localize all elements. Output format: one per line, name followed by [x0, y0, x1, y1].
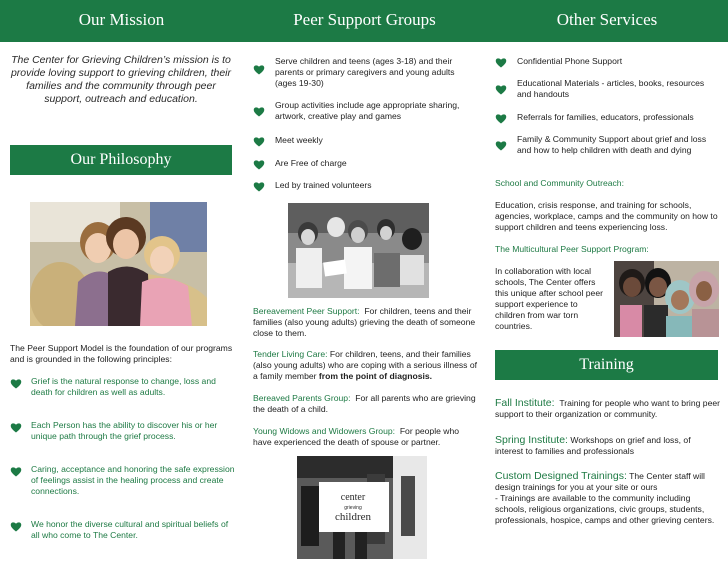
header-band [0, 0, 728, 42]
service-text: Referrals for families, educators, professionals [517, 112, 694, 122]
program-desc: For people who have experienced the death of spouse or partner. [253, 426, 460, 447]
peer-group-text: Led by trained volunteers [275, 180, 372, 190]
program-bereaved-parents [253, 393, 478, 415]
peer-group-item [253, 158, 478, 170]
training-desc: Workshops on grief and loss, of interest to families and professionals [495, 435, 691, 456]
program-title: Bereaved Parents Group: [253, 393, 351, 403]
heart-icon [253, 181, 265, 192]
principle-item [10, 464, 238, 497]
training-desc: Training for people who want to bring peer support to their organization or community. [495, 398, 720, 419]
peer-groups-heading: Peer Support Groups [293, 10, 436, 29]
peer-group-text: Meet weekly [275, 135, 323, 145]
program-title: Young Widows and Widowers Group: [253, 426, 396, 436]
center-sign-photo [297, 456, 427, 559]
training-extra: - Trainings are available to the community including schools, religious organizations, civic groups, students, professionals, hospice, camps and other grieving centers. [495, 493, 715, 525]
service-text: Educational Materials - articles, books, resources and handouts [517, 78, 705, 99]
heart-icon [495, 113, 507, 124]
heart-icon [10, 378, 22, 389]
heart-icon [253, 106, 265, 117]
principle-item [10, 376, 238, 398]
service-item [495, 134, 720, 156]
philosophy-intro: The Peer Support Model is the foundation of our programs and is grounded in the following principles: [10, 343, 233, 364]
service-item [495, 78, 720, 100]
training-title: Fall Institute: [495, 397, 555, 409]
training-custom [495, 471, 721, 526]
training-heading: Training [495, 350, 718, 380]
school-outreach-title: School and Community Outreach: [495, 178, 624, 188]
program-desc: For children, teens, and their families (also young adults) who are coping with a serious illness of a family member [253, 349, 478, 381]
service-item [495, 56, 720, 68]
peer-group-text: Are Free of charge [275, 158, 347, 168]
peer-group-text: Group activities include age appropriate sharing, artwork, creative play and games [275, 100, 460, 121]
other-services-heading: Other Services [556, 10, 658, 29]
group-reading-photo [288, 203, 429, 298]
principle-text: Caring, acceptance and honoring the safe expression of feelings assist in the healing process and create connections. [31, 464, 235, 496]
training-spring [495, 435, 721, 457]
peer-group-item [253, 180, 478, 192]
service-text: Family & Community Support about grief and loss and how to help children with death and dying [517, 134, 707, 155]
sign-text-line: children [334, 511, 372, 523]
philosophy-heading: Our Philosophy [10, 145, 232, 175]
heart-icon [10, 422, 22, 433]
program-title: Bereavement Peer Support: [253, 306, 360, 316]
school-outreach-text: Education, crisis response, and training for schools, agencies, workplace, camps and the community on how to support children and teens experiencing loss. [495, 200, 718, 232]
training-fall [495, 398, 721, 420]
heart-icon [10, 466, 22, 477]
program-tender-living [253, 349, 478, 382]
heart-icon [253, 64, 265, 75]
principle-item [10, 519, 238, 541]
training-desc: The Center staff will design trainings for you at your site or ours [495, 471, 705, 492]
children-photo [30, 202, 207, 326]
principle-text: We honor the diverse cultural and spiritual beliefs of all who come to The Center. [31, 519, 229, 540]
program-emphasis: from the point of diagnosis. [318, 371, 433, 381]
principle-text: Grief is the natural response to change, loss and death for children as well as adults. [31, 376, 216, 397]
service-text: Confidential Phone Support [517, 56, 623, 66]
heart-icon [253, 136, 265, 147]
program-bereavement [253, 306, 478, 339]
program-desc: For children, teens and their families (also young adults) grieving the death of someone close to them. [253, 306, 476, 338]
principle-item [10, 420, 238, 442]
principle-text: Each Person has the ability to discover his or her unique path through the grief process. [31, 420, 218, 441]
multicultural-photo [614, 261, 719, 337]
service-item [495, 112, 720, 124]
training-title: Spring Institute: [495, 434, 568, 446]
peer-group-item [253, 135, 478, 147]
heart-icon [253, 159, 265, 170]
program-young-widows [253, 426, 478, 448]
peer-group-item [253, 56, 478, 89]
mission-statement: The Center for Grieving Children’s mission is to provide loving support to grieving children, their families and the community through peer support, outreach and education. [10, 54, 232, 105]
heart-icon [495, 140, 507, 151]
mission-heading: Our Mission [78, 10, 165, 29]
heart-icon [10, 521, 22, 532]
multicultural-text: In collaboration with local schools, The Center offers this unique after school peer support experience to children from war torn countries. [495, 266, 603, 331]
program-title: Tender Living Care: [253, 349, 328, 359]
multicultural-title: The Multicultural Peer Support Program: [495, 244, 649, 254]
training-title: Custom Designed Trainings: [495, 470, 627, 482]
peer-group-text: Serve children and teens (ages 3-18) and their parents or primary caregivers and young adults (ages 19-30) [275, 56, 455, 88]
sign-text-line: grieving [344, 505, 362, 511]
program-desc: For all parents who are grieving the death of a child. [253, 393, 476, 414]
sign-text-line: center [340, 492, 366, 503]
peer-group-item [253, 100, 478, 122]
heart-icon [495, 84, 507, 95]
heart-icon [495, 57, 507, 68]
